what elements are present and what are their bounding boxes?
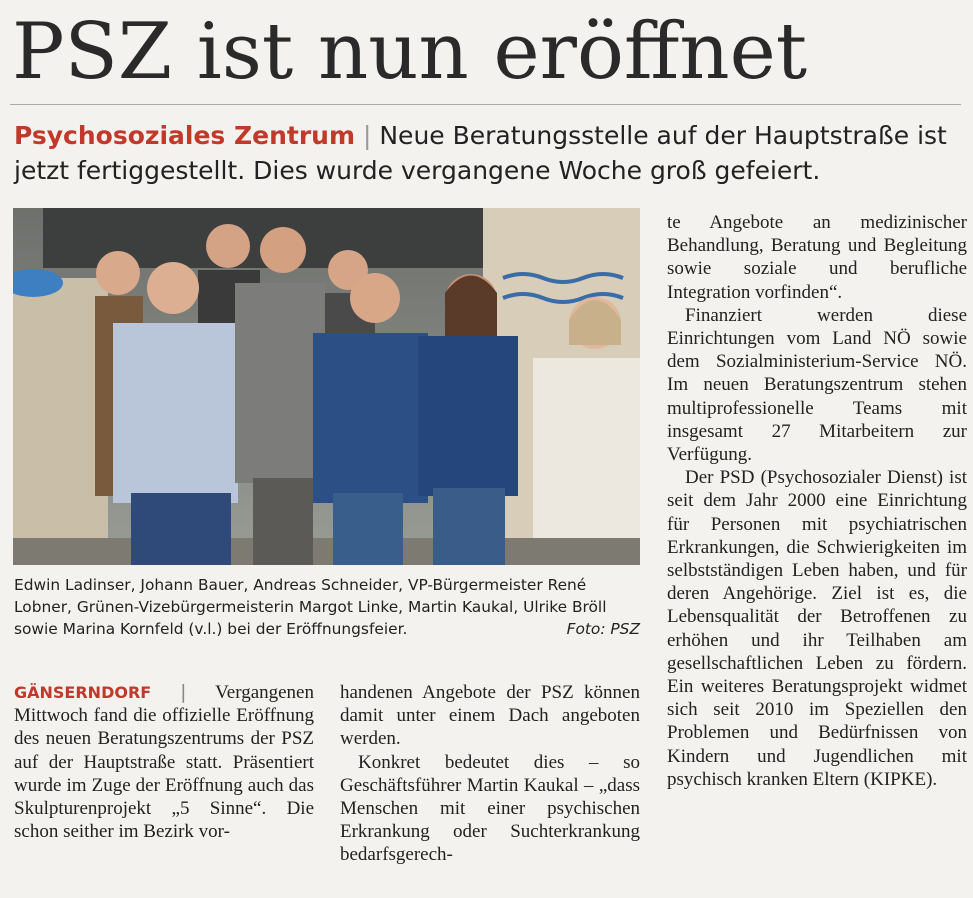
photo-caption: [14, 574, 640, 640]
body-paragraph: Konkret bedeutet dies – so Geschäftsführer Martin Kaukal – „dass Menschen mit einer psychischen Erkrankung oder Suchterkrankung bedarfsgerech-: [340, 751, 640, 866]
subheadline-separator: |: [362, 121, 372, 150]
body-column-3: [667, 211, 967, 791]
headline-divider: [10, 104, 961, 105]
group-photo-illustration: [13, 208, 640, 565]
group-photo: [13, 208, 640, 565]
body-paragraph: [14, 681, 314, 843]
subheadline-text: Neue Beratungsstelle auf der Hauptstraße ist jetzt fertiggestellt. Dies wurde vergangene Woche groß gefeiert.: [14, 121, 947, 185]
body-column-1: [14, 681, 314, 843]
body-paragraph: te Angebote an medizinischer Behandlung, Beratung und Begleitung sowie soziale und berufliche Integration vorfinden“.: [667, 212, 967, 303]
photo-caption-text: Edwin Ladinser, Johann Bauer, Andreas Schneider, VP-Bürgermeister René Lobner, Grünen-Vizebürgermeisterin Margot Linke, Martin Kaukal, Ulrike Bröll sowie Marina Kornfeld (v.l.) bei der Eröffnungsfeier.: [14, 576, 607, 638]
subheadline-kicker: Psychosoziales Zentrum: [14, 121, 356, 150]
location-label: GÄNSERNDORF: [14, 683, 152, 702]
photo-credit: Foto: PSZ: [566, 620, 640, 638]
body-paragraph: handenen Angebote der PSZ können damit unter einem Dach angeboten werden.: [340, 682, 640, 750]
body-paragraph: Der PSD (Psychosozialer Dienst) ist seit dem Jahr 2000 eine Einrichtung für Personen mit psychiatrischen Erkrankungen, die Schwierigkeiten im selbstständigen Leben haben, und für deren Angehörige. Ziel ist es, die Lebensqualität der Betroffenen zu erhöhen und ihr Teilhaben am gesellschaftlichen Leben zu fördern. Ein weiteres Beratungsprojekt widmet sich seit 2010 im Speziellen den Problemen und Bedürfnissen von Kindern und Jugendlichen mit psychisch kranken Eltern (KIPKE).: [667, 467, 967, 790]
subheadline: [14, 118, 964, 188]
body-text: Vergangenen Mittwoch fand die offizielle Eröffnung des neuen Beratungszentrums der PSZ auf der Hauptstraße statt. Präsentiert wurde im Zuge der Eröffnung auch das Skulpturenprojekt „5 Sinne“. Die schon seither im Bezirk vor-: [14, 682, 314, 843]
body-paragraph: Finanziert werden diese Einrichtungen vom Land NÖ sowie dem Sozialministerium-Service NÖ. Im neuen Beratungszentrum stehen multiprofessionelle Teams mit insgesamt 27 Mitarbeitern zur Verfügung.: [667, 304, 967, 466]
headline: PSZ ist nun eröffnet: [12, 7, 808, 97]
location-separator: |: [180, 681, 187, 703]
body-column-2: [340, 681, 640, 867]
